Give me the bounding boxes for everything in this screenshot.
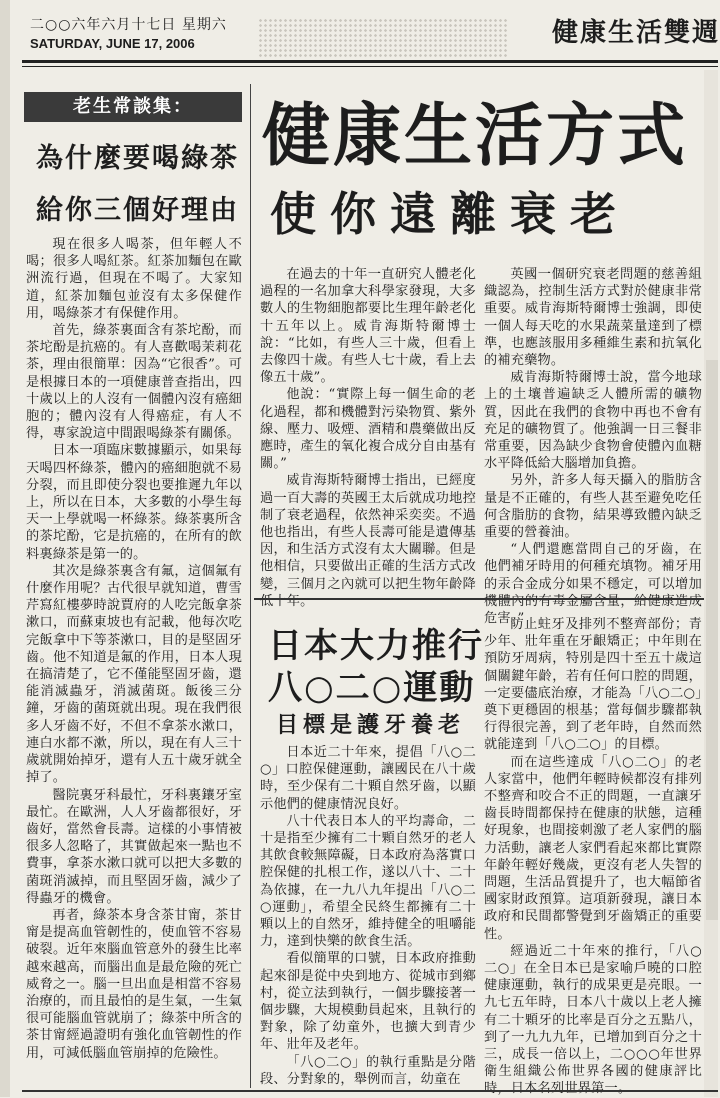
paragraph: 英國一個研究衰老問題的慈善組織認為，控制生活方式對於健康非常重要。威肯海斯特爾博士強調，即使一個人每天吃的水果蔬菜量達到了標準，也應該服用多種維生素和抗氧化的補充藥物。 [484,267,702,369]
paragraph: 醫院裏牙科最忙，牙科裏鑲牙室最忙。在歐洲，人人牙齒都很好，牙齒好，當然會長壽。這樣的小事情被很多人忽略了，其實做起來一點也不費事，拿茶水漱口就可以把大多數的菌斑消滅掉，而且堅固牙齒，減少了得蟲牙的機會。 [26,787,242,906]
paragraph: 而在這些達成「八○二○」的老人家當中，他們年輕時候都沒有排列不整齊和咬合不正的問題，一直讓牙齒長時間都保持在健康的狀態，這種好現象，也間接刺激了老人家們的腦力活動，讓老人家們看起來都比實際年齡年輕好幾歲，更沒有老人失智的問題，生活品質提升了，也大幅節省國家財政預算。這項新發現，讓日本政府和民間都警覺到牙齒矯正的重要性。 [484,754,702,942]
paragraph: 首先，綠茶裏面含有茶坨酚，而茶坨酚是抗癌的。有人喜歡喝茉莉花茶，理由很簡單：因為“它很香”。可是根據日本的一項健康普查指出，四十歲以上的人沒有一個體內沒有癌細胞的；體內沒有人得癌症，有人不得，專家說這中間跟喝綠茶有關係。 [26,323,242,442]
paragraph: 現在很多人喝茶，但年輕人不喝；很多人喝紅茶。紅茶加麵包在歐洲流行過，但現在不喝了。大家知道，紅茶加麵包並沒有太多保健作用，喝綠茶才有保健作用。 [26,237,242,321]
paragraph: 日本一項臨床數據顯示，如果每天喝四杯綠茶，體內的癌細胞就不易分裂，而且即使分裂也要推遲九年以上，所以在日本，大多數的小學生每天一上學就喝一杯綠茶。綠茶裏所含的茶坨酚，它是抗癌的，在所有的飲料裏綠茶是第一的。 [26,443,242,562]
japan-article-column-1 [260,744,476,1092]
paragraph: 看似簡單的口號，日本政府推動起來卻是從中央到地方、從城市到鄉村，從立法到執行，一個步驟接著一個步驟，大規模動員起來，且執行的對象，除了幼童外，也擴大到青少年、壯年及老年。 [260,951,476,1053]
left-article-body [26,236,242,1088]
story-separator [254,598,704,600]
paragraph: 防止蛀牙及排列不整齊部份；青少年、壯年重在牙齦矯正；中年則在預防牙周病，特別是四十至五十歲這個關鍵年齡，若有任何口腔的問題，一定要儘底治療，才能為「八○二○」奠下更穩固的根基；當每個步驟都執行得很完善，到了老年時，自然而然就能達到「八○二○」的目標。 [484,617,702,753]
paragraph: 八十代表日本人的平均壽命，二十是指至少擁有二十顆自然牙的老人其飲食較無障礙，日本政府為落實口腔保健的扎根工作，遂以八十、二十為依據，在一九八九年提出「八○二○運動」，希望全民終生都擁有二十顆以上的自然牙，維持健全的咀嚼能力，達到快樂的飲食生活。 [260,813,476,950]
paragraph: 其次是綠茶裏含有氟，這個氟有什麼作用呢？古代很早就知道，曹雪芹寫紅樓夢時說賈府的人吃完飯拿茶漱口，而蘇東坡也有記載，他每次吃完飯拿中下等茶漱口，目的是堅固牙齒。他不知道是氟的作用，日本人現在搞清楚了，它不僅能堅固牙齒，還能消滅蟲牙，消滅菌斑。飯後三分鐘，牙齒的菌斑就出現。現在我們很多人牙齒不好，不但不拿茶水漱口，連白水都不漱，所以，現在有人三十歲就開始掉牙，還有人五十歲牙就全掉了。 [26,563,242,786]
header-screen-pattern [258,18,508,58]
paragraph: 威肯海斯特爾博士說，當今地球上的土壤普遍缺乏人體所需的礦物質，因此在我們的食物中再也不會有充足的礦物質了。他強調一日三餐非常重要，因為缺少食物會使體內血糖水平降低給大腦增加負擔。 [484,370,702,472]
paragraph: 經過近二十年來的推行，「八○二○」在全日本已是家喻戶曉的口腔健康運動，執行的成果更是亮眼。一九七五年時，日本八十歲以上老人擁有二十顆牙的比率是百分之五點八，到了一九九九年，已增加到百分之十三，成長一倍以上，二○○○年世界衛生組織公佈世界各國的健康評比時，日本名列世界第一。 [484,943,702,1097]
scan-margin-left [0,0,10,1097]
japan-headline-line2: 八○二○運動 [268,668,476,708]
paragraph: 日本近二十年來，提倡「八○二○」口腔保健運動，讓國民在八十歲時，至少保有二十顆自然牙齒，以顯示他們的健康情況良好。 [260,745,476,812]
japan-subheadline: 目標是護牙養老 [276,712,466,738]
paragraph: 另外，許多人每天攝入的脂肪含量是不正確的，有些人甚至避免吃任何含脂肪的食物，結果導致體內缺乏重要的營養油。 [484,473,702,541]
japan-article-column-2 [484,616,702,1097]
paragraph: 他說：“實際上每一個生命的老化過程，都和機體對污染物質、紫外線、壓力、吸煙、酒精和農藥做出反應時，產生的氧化複合成分自由基有關。” [260,387,476,472]
adjacent-page-bleed [706,360,718,920]
japan-headline-line1: 日本大力推行 [268,626,484,666]
section-title: 健康生活雙週 [551,18,720,48]
main-subheadline: 使你遠離衰老 [270,187,630,241]
paragraph: 威肯海斯特爾博士指出，已經度過一百大壽的英國王太后就成功地控制了衰老過程，依然神采奕奕。不過他也指出，有些人長壽可能是遺傳基因，和生活方式沒有太大關聯。但是他相信，只要做出正確的生活方式改變，三個月之內就可以把生物年齡降低十年。 [260,473,476,609]
main-article-column-2 [484,266,702,627]
header-date-chinese: 二○○六年六月十七日 星期六 [30,17,227,33]
left-headline-line2: 給你三個好理由 [36,195,239,226]
header-rule-thin [22,66,718,67]
paragraph: 「八○二○」的執行重點是分階段、分對象的，舉例而言，幼童在 [260,1054,476,1087]
left-headline-line1: 為什麼要喝綠茶 [36,143,239,174]
paragraph: 在過去的十年一直研究人體老化過程的一名加拿大科學家發現，大多數人的生物細胞都要比生理年齡老化十五年以上。威肯海斯特爾博士說：“比如，有些人三十歲，但看上去像四十歲。有些人七十歲，看上去像五十歲”。 [260,267,476,386]
page-header [22,10,718,54]
main-article-column-1 [260,266,476,609]
header-date-english: SATURDAY, JUNE 17, 2006 [30,36,195,51]
column-kicker: 老生常談集： [24,92,242,122]
header-rule [22,60,718,63]
paragraph: 再者，綠茶本身含茶甘甯，茶甘甯是提高血管韌性的，使血管不容易破裂。近年來腦血管意外的發生比率越來越高，而腦出血是最危險的死亡威脅之一。腦一旦出血是相當不容易治療的，而且最怕的是生氣，一生氣很可能腦血管就崩了；綠茶中所含的茶甘甯經過證明有強化血管韌性的作用，可減低腦血管崩掉的危險性。 [26,907,242,1061]
column-divider [250,84,251,1088]
paragraph: “人們還應當問自己的牙齒，在他們補牙時用的何種充填物。補牙用的汞合金成分如果不穩定，可以增加機體內的有毒金屬含量，給健康造成危害。” [484,542,702,627]
main-headline: 健康生活方式 [262,97,689,176]
footer-rule [22,1090,718,1092]
